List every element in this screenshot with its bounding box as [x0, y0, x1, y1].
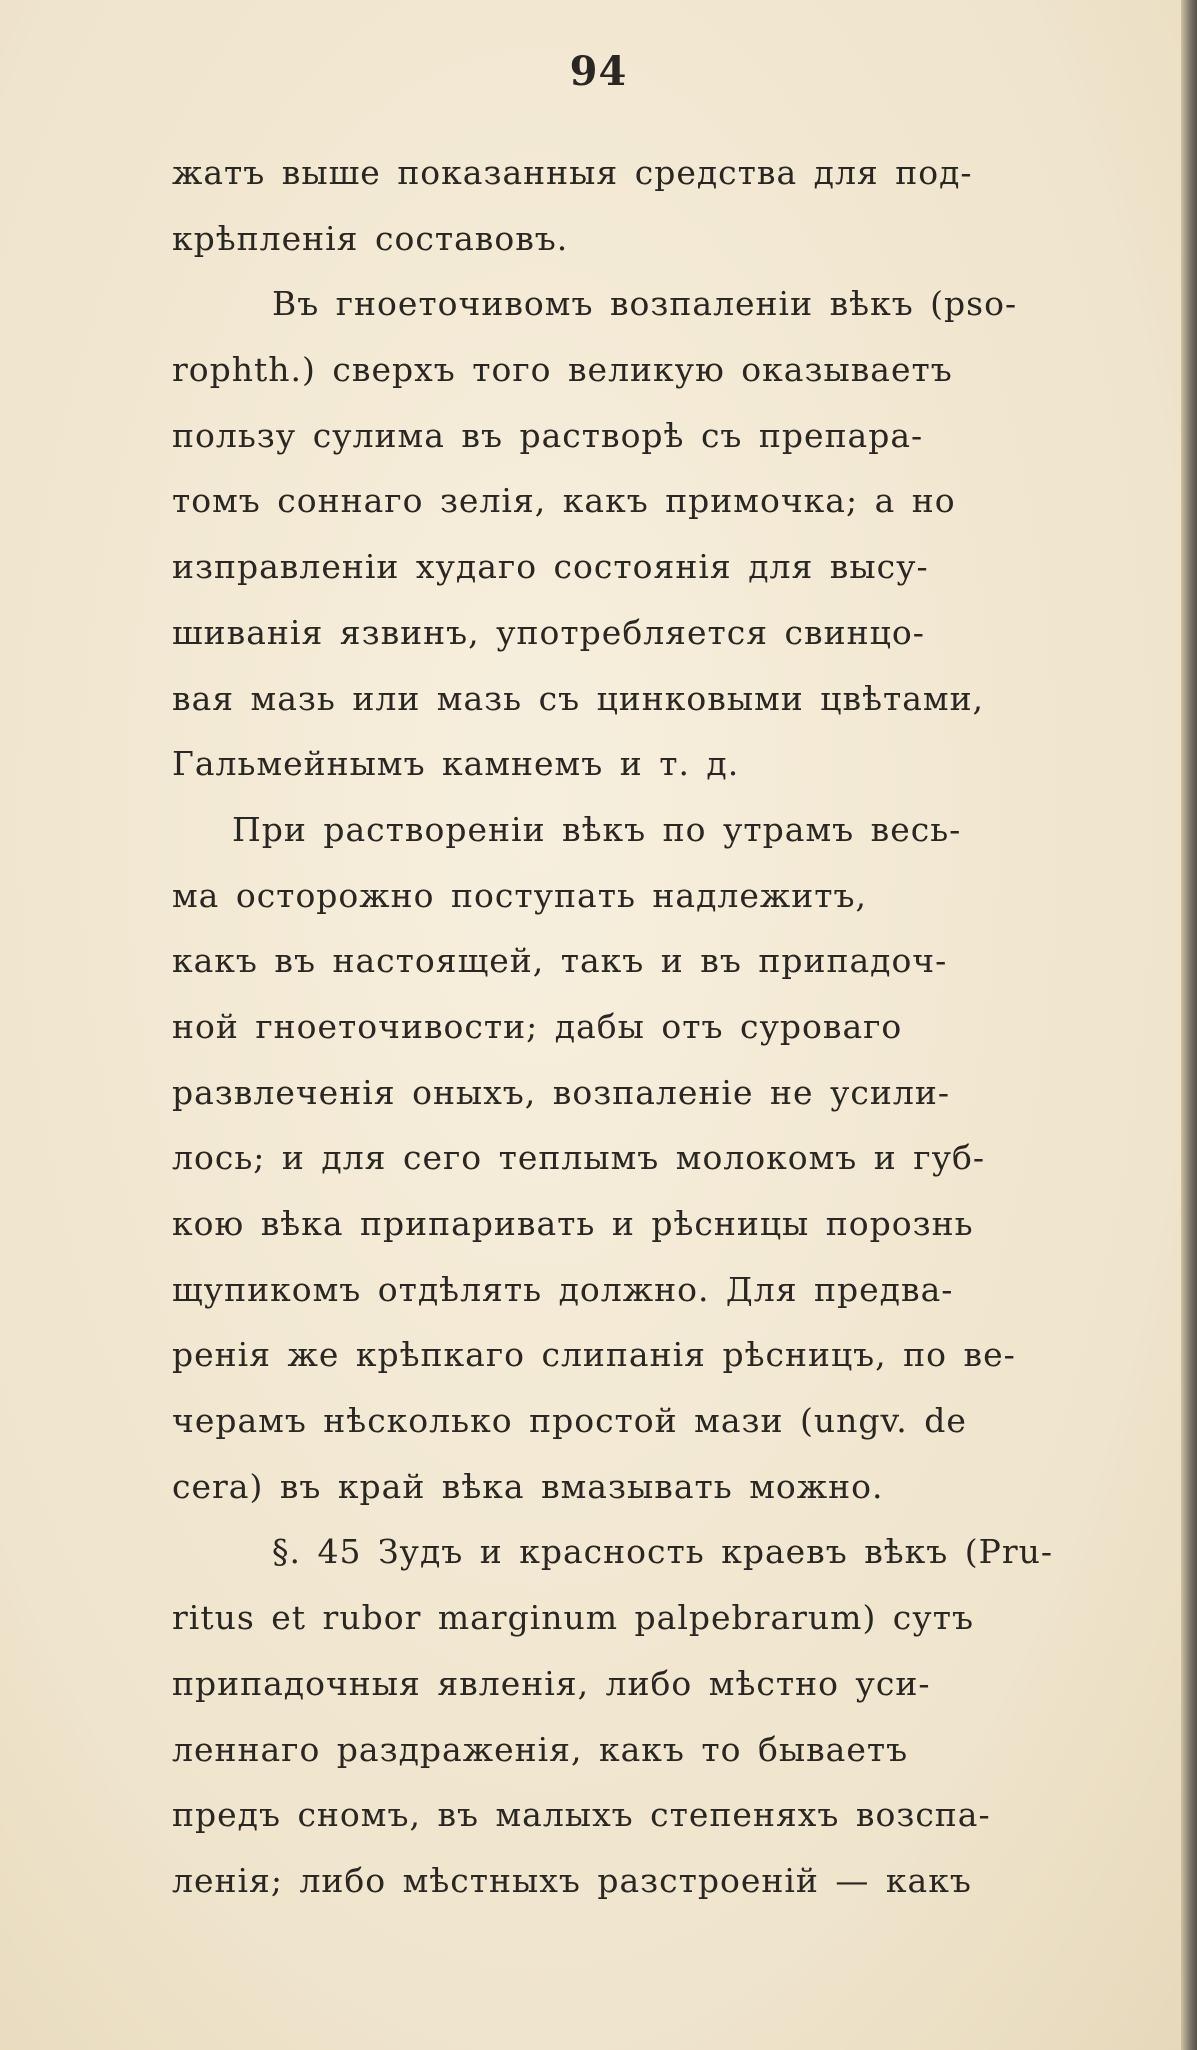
- text-line: Въ гноеточивомъ возпаленіи вѣкъ (pso-: [272, 284, 1018, 324]
- text-line: cera) въ край вѣка вмазывать можно.: [172, 1466, 884, 1506]
- text-line: лось; и для сего теплымъ молокомъ и губ-: [172, 1138, 986, 1178]
- text-line: ма осторожно поступать надлежитъ,: [172, 875, 867, 915]
- page-number: 94: [569, 48, 628, 95]
- text-line: крѣпленія составовъ.: [172, 218, 569, 258]
- text-line: Гальмейнымъ камнемъ и т. д.: [172, 744, 740, 784]
- text-line: жатъ выше показанныя средства для под-: [172, 153, 973, 192]
- text-line: кою вѣка припаривать и рѣсницы порознь: [172, 1204, 974, 1243]
- text-line: предъ сномъ, въ малыхъ степеняхъ возспа-: [172, 1795, 991, 1835]
- text-line: ренія же крѣпкаго слипанія рѣсницъ, по ве-: [172, 1335, 1016, 1375]
- text-line: черамъ нѣсколько простой мази (ungv. de: [172, 1401, 967, 1441]
- text-line: пользу сулима въ растворѣ съ препара-: [172, 415, 924, 455]
- text-line: вая мазь или мазь съ цинковыми цвѣтами,: [172, 678, 985, 718]
- text-line: какъ въ настоящей, такъ и въ припадоч-: [172, 941, 948, 981]
- text-line: щупикомъ отдѣлять должно. Для предва-: [172, 1269, 954, 1309]
- text-line: леннаго раздраженія, какъ то бываетъ: [172, 1729, 909, 1769]
- text-line: шиванія язвинъ, употребляется свинцо-: [172, 612, 925, 652]
- text-line: При раствореніи вѣкъ по утрамъ весь-: [232, 809, 962, 849]
- text-line: ritus et rubor marginum palpebrarum) сутъ: [172, 1598, 974, 1638]
- text-line: припадочныя явленія, либо мѣстно уси-: [172, 1663, 931, 1703]
- text-line: ленія; либо мѣстныхъ разстроеній — какъ: [172, 1860, 972, 1900]
- text-line: ной гноеточивости; дабы отъ суроваго: [172, 1006, 903, 1046]
- text-line: томъ соннаго зелія, какъ примочка; а но: [172, 481, 956, 521]
- text-line: развлеченія оныхъ, возпаленіе не усили-: [172, 1072, 950, 1112]
- page-edge-shadow: [1181, 0, 1197, 2050]
- text-line: изправленіи худаго состоянія для высу-: [172, 547, 929, 587]
- text-line: rophth.) сверхъ того великую оказываетъ: [172, 350, 953, 390]
- body-text: [172, 140, 1177, 1914]
- text-line: §. 45 Зудъ и красность краевъ вѣкъ (Pru-: [272, 1532, 1054, 1572]
